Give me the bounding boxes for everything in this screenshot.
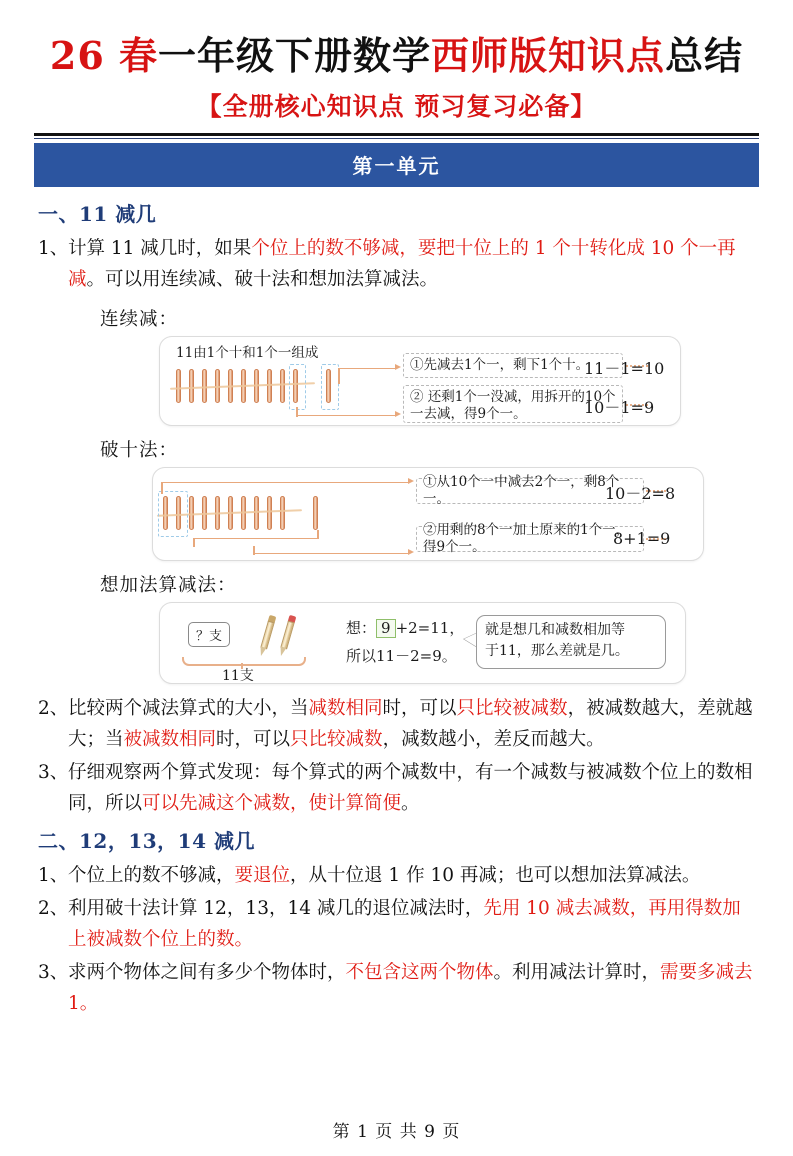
run-text: 。可以用连续减、破十法和想加法算减法。	[86, 268, 439, 290]
run-text: 计算 11 减几时，如果	[68, 237, 252, 259]
figure1-equation-2: 10－1=9	[584, 397, 655, 417]
paragraph-1-2	[38, 693, 759, 755]
list-number: 2、	[38, 897, 69, 919]
unit-banner: 第一单元	[34, 143, 759, 187]
run-text: ，被减数越大，差就越大；当	[68, 697, 753, 750]
run-text: 。利用减法计算时，	[493, 961, 661, 983]
page-subtitle: 【全册核心知识点 预习复习必备】	[196, 91, 597, 121]
question-count-box: ？支	[188, 622, 230, 647]
paragraph-1-1	[38, 233, 759, 295]
bubble-line-1: 就是想几和减数相加等	[485, 621, 625, 638]
section-heading-2: 二、12，13，14 减几	[38, 828, 255, 853]
figure-continuous-subtraction	[159, 336, 681, 426]
title-part-black-1: 一年级下册数学	[158, 33, 432, 78]
run-text-red: 只比较被减数	[456, 697, 568, 719]
figure3-speech-bubble	[476, 615, 666, 669]
figure2-step2: ②用剩的8个一加上原来的1个一，得9个一。	[416, 526, 644, 552]
paragraph-2-3	[38, 957, 759, 1019]
list-number: 3、	[38, 761, 69, 783]
run-text: 时，可以	[382, 697, 457, 719]
figure3-total-label: 11支	[222, 667, 254, 684]
run-text-red: 先用 10 减去减数，再用得数加上被减数个位上的数。	[68, 897, 741, 950]
run-text-red: 只比较减数	[290, 728, 383, 750]
title-part-red-2: 西师版知识点	[431, 33, 666, 78]
list-number: 1、	[38, 864, 69, 886]
list-number: 2、	[38, 697, 69, 719]
run-text-red: 不包含这两个物体	[345, 961, 494, 983]
title-part-red-1: 26 春	[49, 33, 159, 78]
pencil-icon	[279, 614, 297, 654]
run-text: 个位上的数不够减，	[68, 864, 235, 886]
run-text: 利用破十法计算 12，13，14 减几的退位减法时，	[68, 897, 484, 919]
run-text-red: 个位上的数不够减，要把十位上的 1 个十转化成 10 个一再减	[68, 237, 736, 290]
figure2-step1: ①从10个一中减去2个一，剩8个一。	[416, 478, 644, 504]
run-text-red: 需要多减去1。	[68, 961, 753, 1014]
figure3-think-line1	[346, 617, 464, 639]
figure-label-3: 想加法算减法：	[100, 574, 237, 596]
page-footer: 第 1 页 共 9 页	[332, 1122, 461, 1142]
figure-add-to-subtract	[159, 602, 686, 684]
run-text: 。	[401, 792, 420, 814]
list-number: 3、	[38, 961, 69, 983]
pencil-icon	[259, 614, 277, 654]
list-number: 1、	[38, 237, 69, 259]
run-text: ，从十位退 1 作 10 再减；也可以想加法算减法。	[290, 864, 701, 886]
divider-thin	[34, 138, 759, 139]
section-heading-1: 一、11 减几	[38, 201, 157, 226]
figure1-caption: 11由1个十和1个一组成	[176, 344, 319, 361]
figure1-step1: ①先减去1个一，剩下1个十。	[403, 353, 623, 378]
paragraph-1-3	[38, 757, 759, 819]
think-suffix: +2=11，	[395, 618, 465, 637]
think-prefix: 想：	[346, 618, 377, 637]
run-text-red: 被减数相同	[123, 728, 217, 750]
run-text: 时，可以	[216, 728, 291, 750]
run-text-red: 要退位	[234, 864, 291, 886]
figure-label-1: 连续减：	[100, 308, 179, 330]
run-text-red: 可以先减这个减数，使计算简便	[142, 792, 402, 814]
run-text-red: 减数相同	[308, 697, 383, 719]
paragraph-2-2	[38, 893, 759, 955]
figure-label-2: 破十法：	[100, 439, 179, 461]
run-text: ，减数越小，差反而越大。	[382, 728, 605, 750]
bubble-line-2: 于11，那么差就是几。	[485, 642, 629, 659]
figure3-think-line2: 所以11－2=9。	[346, 646, 457, 665]
document-page	[0, 34, 793, 1156]
think-highlight-number: 9	[376, 619, 396, 638]
figure2-equation-2: 8+1=9	[613, 528, 671, 548]
run-text: 比较两个减法算式的大小，当	[68, 697, 309, 719]
highlight-box-single-stick	[289, 364, 306, 410]
figure2-equation-1: 10－2=8	[605, 483, 676, 503]
highlight-box-separated-stick	[321, 364, 339, 410]
paragraph-2-1	[38, 860, 759, 891]
run-text: 仔细观察两个算式发现：每个算式的两个减数中，有一个减数与被减数个位上的数相同，所以	[68, 761, 753, 814]
title-part-black-2: 总结	[665, 33, 744, 78]
figure1-equation-1: 11－1=10	[584, 358, 665, 378]
figure-break-ten-method	[152, 467, 704, 561]
divider-thick	[34, 133, 759, 136]
page-title	[34, 34, 759, 78]
figure1-step2: ② 还剩1个一没减，用拆开的10个一去减，得9个一。	[403, 385, 623, 423]
highlight-box-two-sticks	[158, 491, 188, 537]
run-text: 求两个物体之间有多少个物体时，	[68, 961, 346, 983]
